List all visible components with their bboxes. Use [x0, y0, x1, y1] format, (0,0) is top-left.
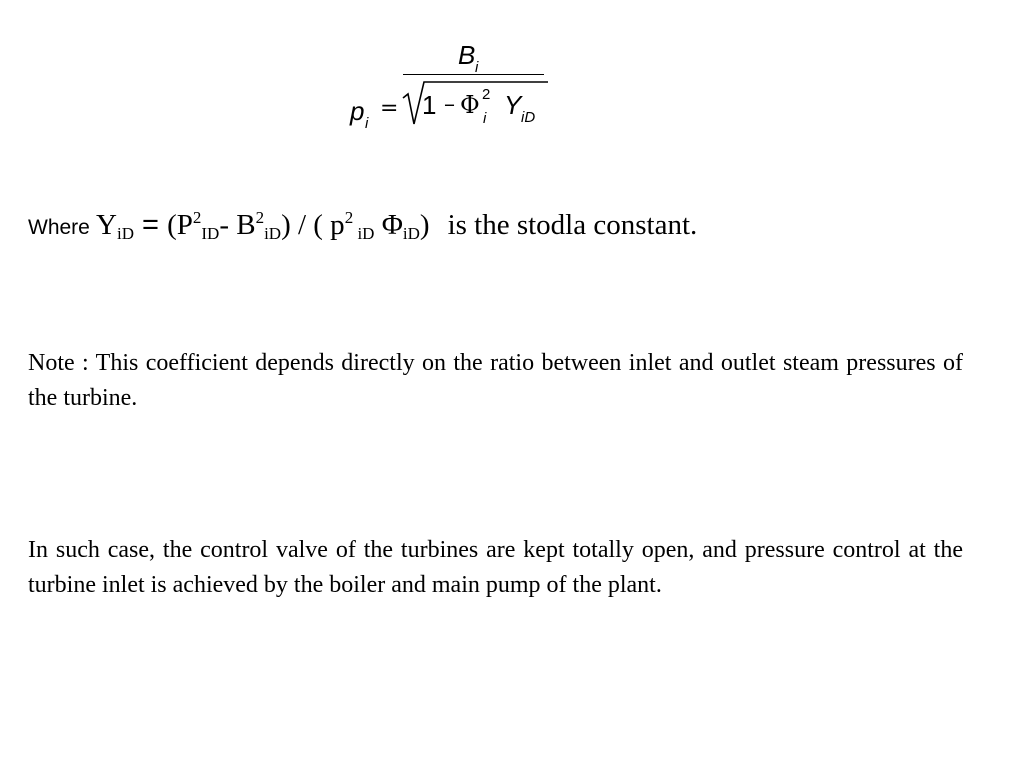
where-divide: ) / ( p	[281, 209, 345, 241]
stodola-formula	[346, 38, 556, 133]
where-open-paren-p: (P	[167, 209, 193, 241]
formula-phi-symbol: Φ	[460, 91, 480, 119]
where-p-superscript: 2	[192, 208, 202, 227]
case-paragraph: In such case, the control valve of the turbines are kept totally open, and pressure control at the turbine inlet is achieved by the boiler and main pump of the plant.	[28, 537, 963, 598]
formula-numerator-subscript: i	[475, 59, 479, 76]
where-p-subscript: ID	[201, 224, 220, 243]
where-minus-b: - B	[219, 209, 256, 241]
where-p2-subscript: iD	[353, 224, 375, 243]
where-phi-symbol: Φ	[374, 209, 403, 241]
where-b-superscript: 2	[255, 208, 265, 227]
formula-phi-subscript: i	[483, 110, 487, 127]
formula-equals: =	[380, 96, 399, 121]
where-tail-text: is the stodla constant.	[447, 209, 698, 241]
formula-denominator-one: 1	[422, 90, 437, 120]
note-paragraph: Note : This coefficient depends directly on the ratio between inlet and outlet steam pressures of the turbine.	[28, 350, 963, 411]
where-p2-superscript: 2	[344, 208, 354, 227]
formula-lhs-subscript: i	[365, 115, 369, 132]
formula-denominator-minus: –	[444, 92, 455, 117]
where-close-paren: )	[419, 209, 430, 241]
formula-lhs-symbol: p	[350, 96, 365, 126]
fraction-bar	[403, 74, 544, 75]
formula-y-subscript: iD	[521, 109, 536, 126]
where-word: Where	[28, 216, 90, 239]
where-y-symbol: Y	[96, 209, 117, 241]
formula-y-symbol: Y	[504, 90, 522, 120]
where-phi-subscript: iD	[402, 224, 420, 243]
where-y-subscript: iD	[117, 224, 134, 243]
where-b-subscript: iD	[264, 224, 282, 243]
where-definition-line	[28, 205, 988, 248]
formula-numerator-symbol: B	[458, 40, 476, 70]
formula-phi-superscript: 2	[482, 86, 491, 103]
where-equals: =	[134, 209, 168, 241]
